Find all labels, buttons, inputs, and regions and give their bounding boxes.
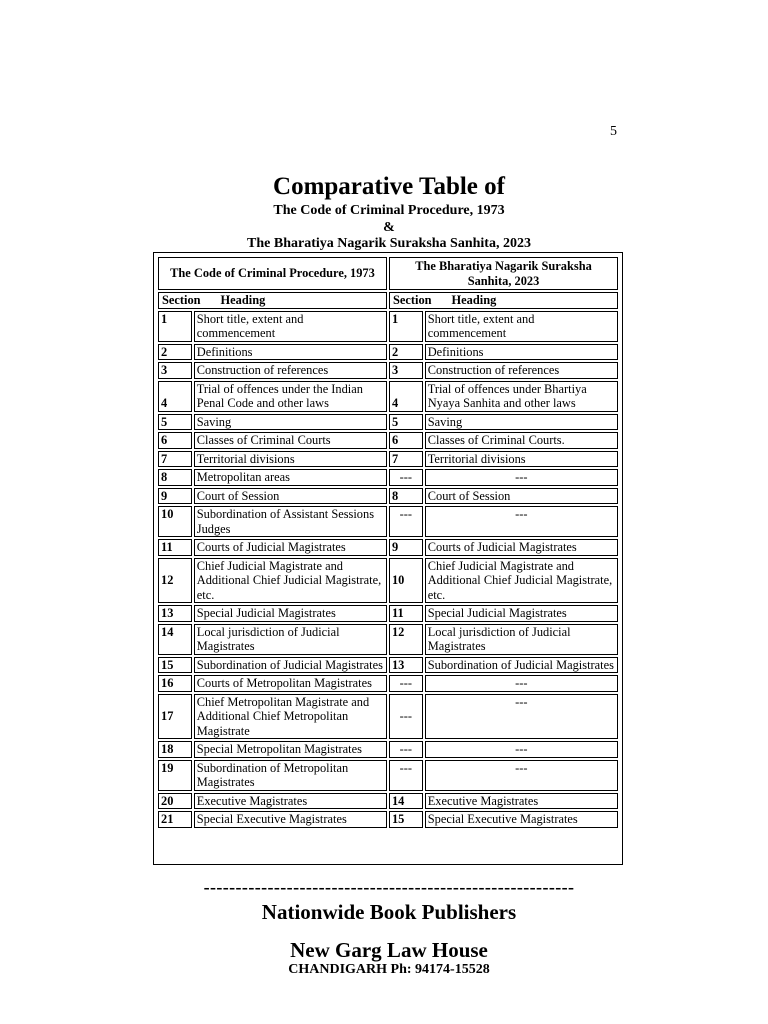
bnss-section-cell: --- <box>389 506 423 537</box>
crpc-heading-cell: Definitions <box>194 344 387 361</box>
bnss-section-cell: --- <box>389 741 423 758</box>
subtitle-ampersand: & <box>383 220 395 235</box>
crpc-heading-cell: Metropolitan areas <box>194 469 387 486</box>
bnss-heading-cell: Subordination of Judicial Magistrates <box>425 657 618 674</box>
bnss-section-cell: 2 <box>389 344 423 361</box>
crpc-section-cell: 10 <box>158 506 192 537</box>
crpc-section-cell: 15 <box>158 657 192 674</box>
crpc-section-cell: 3 <box>158 362 192 379</box>
crpc-section-cell: 20 <box>158 793 192 810</box>
bnss-section-cell: 3 <box>389 362 423 379</box>
table-row <box>158 432 618 449</box>
crpc-section-cell: 4 <box>158 381 192 412</box>
left-heading-label: Heading <box>220 293 266 307</box>
bnss-section-cell: 5 <box>389 414 423 431</box>
table-row <box>158 344 618 361</box>
crpc-heading-cell: Special Metropolitan Magistrates <box>194 741 387 758</box>
table-row <box>158 488 618 505</box>
table-row <box>158 414 618 431</box>
table-row <box>158 793 618 810</box>
bnss-heading-cell: --- <box>425 469 618 486</box>
bnss-section-cell: 7 <box>389 451 423 468</box>
bnss-heading-cell: Courts of Judicial Magistrates <box>425 539 618 556</box>
subtitle-crpc: The Code of Criminal Procedure, 1973 <box>273 203 505 218</box>
table-header-row <box>158 257 618 290</box>
bnss-section-cell: 4 <box>389 381 423 412</box>
bnss-heading-cell: Court of Session <box>425 488 618 505</box>
crpc-heading-cell: Local jurisdiction of Judicial Magistrates <box>194 624 387 655</box>
crpc-section-cell: 2 <box>158 344 192 361</box>
comparative-table <box>156 255 620 830</box>
crpc-heading-cell: Chief Judicial Magistrate and Additional Chief Judicial Magistrate, etc. <box>194 558 387 604</box>
crpc-heading-cell: Short title, extent and commencement <box>194 311 387 342</box>
left-column-headers <box>158 292 387 309</box>
crpc-section-cell: 14 <box>158 624 192 655</box>
bnss-section-cell: --- <box>389 469 423 486</box>
bnss-section-cell: 11 <box>389 605 423 622</box>
left-table-header: The Code of Criminal Procedure, 1973 <box>158 257 387 290</box>
bnss-section-cell: --- <box>389 694 423 740</box>
bnss-section-cell: 12 <box>389 624 423 655</box>
crpc-section-cell: 17 <box>158 694 192 740</box>
crpc-section-cell: 19 <box>158 760 192 791</box>
publisher-name: Nationwide Book Publishers <box>261 900 517 924</box>
crpc-section-cell: 7 <box>158 451 192 468</box>
crpc-heading-cell: Subordination of Judicial Magistrates <box>194 657 387 674</box>
crpc-section-cell: 6 <box>158 432 192 449</box>
bnss-heading-cell: --- <box>425 760 618 791</box>
crpc-heading-cell: Construction of references <box>194 362 387 379</box>
crpc-section-cell: 1 <box>158 311 192 342</box>
table-row <box>158 451 618 468</box>
bnss-section-cell: 14 <box>389 793 423 810</box>
crpc-heading-cell: Courts of Judicial Magistrates <box>194 539 387 556</box>
right-heading-label: Heading <box>451 293 497 307</box>
crpc-heading-cell: Chief Metropolitan Magistrate and Additional Chief Metropolitan Magistrate <box>194 694 387 740</box>
crpc-section-cell: 12 <box>158 558 192 604</box>
bnss-heading-cell: --- <box>425 741 618 758</box>
page-title: Comparative Table of <box>273 173 505 200</box>
table-row <box>158 362 618 379</box>
bnss-section-cell: 6 <box>389 432 423 449</box>
bnss-heading-cell: Classes of Criminal Courts. <box>425 432 618 449</box>
table-row <box>158 741 618 758</box>
crpc-section-cell: 21 <box>158 811 192 828</box>
crpc-section-cell: 13 <box>158 605 192 622</box>
table-row <box>158 605 618 622</box>
crpc-heading-cell: Subordination of Metropolitan Magistrates <box>194 760 387 791</box>
table-row <box>158 811 618 828</box>
right-section-label: Section <box>392 293 432 307</box>
bnss-heading-cell: Executive Magistrates <box>425 793 618 810</box>
bnss-heading-cell: Territorial divisions <box>425 451 618 468</box>
table-row <box>158 675 618 692</box>
crpc-heading-cell: Saving <box>194 414 387 431</box>
separator-line: ---------------------------------------------------------- <box>203 877 575 897</box>
law-house-name: New Garg Law House <box>290 938 488 962</box>
crpc-section-cell: 5 <box>158 414 192 431</box>
crpc-heading-cell: Executive Magistrates <box>194 793 387 810</box>
bnss-section-cell: 15 <box>389 811 423 828</box>
bnss-heading-cell: Special Executive Magistrates <box>425 811 618 828</box>
bnss-section-cell: 13 <box>389 657 423 674</box>
right-column-headers <box>389 292 618 309</box>
bnss-section-cell: --- <box>389 760 423 791</box>
crpc-section-cell: 11 <box>158 539 192 556</box>
bnss-section-cell: 1 <box>389 311 423 342</box>
bnss-heading-cell: --- <box>425 694 618 740</box>
crpc-heading-cell: Courts of Metropolitan Magistrates <box>194 675 387 692</box>
bnss-heading-cell: Special Judicial Magistrates <box>425 605 618 622</box>
crpc-section-cell: 8 <box>158 469 192 486</box>
bnss-heading-cell: --- <box>425 675 618 692</box>
bnss-heading-cell: Definitions <box>425 344 618 361</box>
crpc-heading-cell: Classes of Criminal Courts <box>194 432 387 449</box>
table-row <box>158 624 618 655</box>
crpc-heading-cell: Special Judicial Magistrates <box>194 605 387 622</box>
table-row <box>158 694 618 740</box>
right-table-header: The Bharatiya Nagarik Suraksha Sanhita, 2023 <box>389 257 618 290</box>
bnss-heading-cell: --- <box>425 506 618 537</box>
column-header-row <box>158 292 618 309</box>
table-row <box>158 558 618 604</box>
bnss-heading-cell: Saving <box>425 414 618 431</box>
crpc-section-cell: 9 <box>158 488 192 505</box>
bnss-section-cell: 9 <box>389 539 423 556</box>
page-number: 5 <box>610 124 617 139</box>
bnss-heading-cell: Trial of offences under Bhartiya Nyaya Sanhita and other laws <box>425 381 618 412</box>
table-row <box>158 311 618 342</box>
bnss-heading-cell: Construction of references <box>425 362 618 379</box>
crpc-heading-cell: Trial of offences under the Indian Penal Code and other laws <box>194 381 387 412</box>
bnss-section-cell: 10 <box>389 558 423 604</box>
subtitle-bnss: The Bharatiya Nagarik Suraksha Sanhita, 2023 <box>247 236 531 251</box>
comparative-table-frame <box>153 252 623 865</box>
bnss-heading-cell: Chief Judicial Magistrate and Additional Chief Judicial Magistrate, etc. <box>425 558 618 604</box>
crpc-section-cell: 16 <box>158 675 192 692</box>
table-row <box>158 760 618 791</box>
table-row <box>158 506 618 537</box>
crpc-heading-cell: Subordination of Assistant Sessions Judges <box>194 506 387 537</box>
bnss-heading-cell: Local jurisdiction of Judicial Magistrates <box>425 624 618 655</box>
table-row <box>158 657 618 674</box>
bnss-section-cell: 8 <box>389 488 423 505</box>
bnss-section-cell: --- <box>389 675 423 692</box>
table-row <box>158 381 618 412</box>
left-section-label: Section <box>162 293 201 307</box>
publisher-contact: CHANDIGARH Ph: 94174-15528 <box>288 962 490 977</box>
table-row <box>158 469 618 486</box>
table-row <box>158 539 618 556</box>
crpc-section-cell: 18 <box>158 741 192 758</box>
crpc-heading-cell: Territorial divisions <box>194 451 387 468</box>
crpc-heading-cell: Court of Session <box>194 488 387 505</box>
bnss-heading-cell: Short title, extent and commencement <box>425 311 618 342</box>
crpc-heading-cell: Special Executive Magistrates <box>194 811 387 828</box>
